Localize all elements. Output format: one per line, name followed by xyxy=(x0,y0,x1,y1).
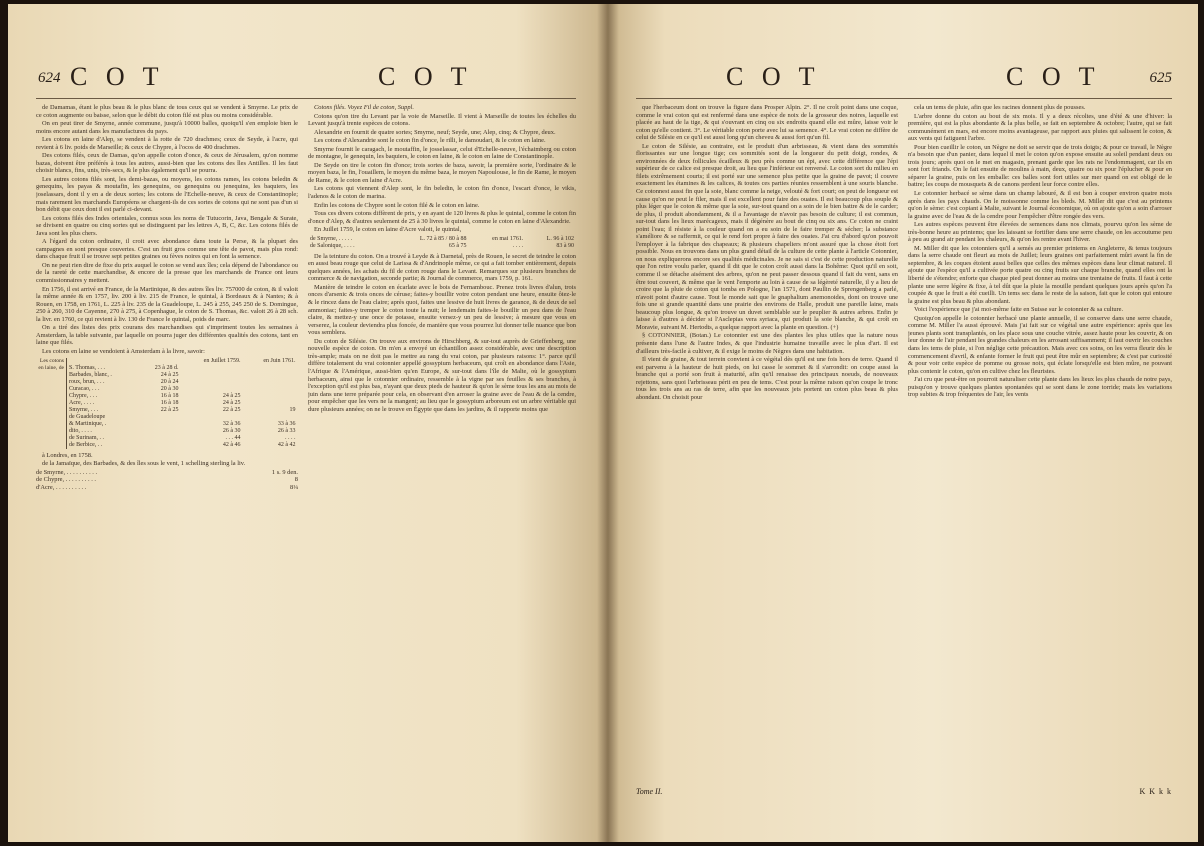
price-list xyxy=(36,469,298,492)
paragraph: Le coton de Silésie, au contraire, est le produit d'un arbrisseau, & vient dans des sommités florissantes sur une longue tige; ces sommités sont de la longueur du petit doigt, rondes, & environnées de deux follicules écailleux & peu près comme un épi, avec cette différence que l'épi supérieur de ce calice est presque droit, au lieu que l'inférieur est renversé. Le coton sort du milieu en filets extrêmement courts; il est porté sur une semence plus petite que la graine de pavot; il couvre exactement les étamines & les calices, & toutes ces parties réunies ressemblent à une souris blanche. Ce cotonnest aussi fin que la soie, blanc comme la neige, velouté & fort court; on peut de longueur est cause qu'on ne peut le filer, mais il est excellent pour faire des ouates. Il est beaucoup plus souple & plus léger que le coton & même que la soie, sur-tout quand on a soin de le bien battre & de le carder; de plus, il produit abondamment, & il a l'avantage de n'avoir pas besoin de culture; il est commun, sur-tout dans les lieux marécageux, mais il dégénère au bout de cinq ou six ans. Ce coton ne craint point l'eau; il résiste à la couleur quand on a eu soin de le faire tremper & sécher; la substance s'améliore & se raffermit, ce qui le rend fort propre à faire des ouates. J'ai cru d'abord qu'on pouvoit l'employer à la fabrique des chapeaux; & plusieurs chapeliers m'ont assuré que la chose étoit fort possible. Nous en trouvons dans un plus grand détail de la culture de cette plante à l'article Cotonnier, on nous expliquerons encore ses qualités médicinales. Je ne sais si c'est de cette production naturelle que l'on retire voulu parler, quand il dit que le coton croît aussi dans la Bohême: Quoi qu'il en soit, comme il se détache aisément des arbres, qu'on ne peut passer dessous quand il fait du vent, sans en être tout couvert, & même que le vent l'emporte au loin à cause de sa légèreté naturelle, il y a lieu de croire que la pluie de coton qui tomba en Pologne, l'an 1571, dont Paullin de Sprengenberg a parlé, n'avoit point d'autre cause. Tout le monde sait que le gnaphalium anemonoides, dont on trouve une fois une si grande quantité dans une prairie des environs de Halle, produit une pareille laine, mais beaucoup plus longue, & qu'on trouve un duvet semblable sur le peuplier & autres arbres. Enfin je laisse à d'autres à décider si l'Asclepias vera syriaca, qui produit la soie blanche, & qui croît en Moravie, suivant M. Hertodts, a quelque rapport avec la plante en question. (+) xyxy=(636,142,898,331)
paragraph: de Damamas, étant le plus beau & le plus blanc de tous ceux qui se vendent à Smyrne. Le prix de ce coton augmente ou baisse, selon que le débit du coton filé est plus ou moins considérable. xyxy=(36,104,298,119)
table-row xyxy=(36,435,298,442)
table-cell: 22 à 25 xyxy=(160,406,179,413)
paragraph: § COTONNIER, (Botan.) Le cotonnier est une des plantes les plus utiles que la nature nous présente dans l'une & l'autre Indes, & que l'industrie humaine travaille avec le plus d'art. Il est d'ailleurs très-facile à cultiver, & il exige le moins de Nègres dans une habitation. xyxy=(636,332,898,355)
header-rule xyxy=(636,98,1172,99)
signature-mark: K K k k xyxy=(1139,787,1172,796)
table-cell xyxy=(180,365,242,372)
table-cell: Chypre, . . . xyxy=(69,392,98,399)
table-cell: 19 xyxy=(289,406,296,413)
right-column-2 xyxy=(908,104,1172,778)
paragraph: Les cotons en laine se vendoient à Amsterdam à la livre, savoir: xyxy=(42,347,205,355)
table-row xyxy=(36,421,298,428)
paragraph: On ne peut rien dire de fixe du prix auquel le coton se vend aux îles; cela dépend de l'abondance ou de la rareté de cette marchandise, & encore de la presse que les marchands de France ont leurs commissionnaires y mettent. xyxy=(36,261,298,285)
table-cell xyxy=(180,386,242,393)
table-row xyxy=(36,379,298,386)
paragraph: cela un tems de pluie, afin que les racines donnent plus de pousses. xyxy=(914,104,1086,111)
paragraph: Il vient de graine, & tout terrein convient à ce végétal dès qu'il est une fois hors de terre. Quand il est parvenu à la hauteur de huit pieds, on lui casse le sommet & il s'arrondit: on coupe aussi la branche qui a porté son fruit à maturité, afin qu'il renaisse des principaux noeuds, de nouveaux rejettons, sans quoi l'arbrisseau périt en peu de tems. C'est pour la même raison qu'on coupe le tronc tous les trois ans au ras de terre, afin que les nouveaux jets portent un coton plus beau & plus abondant. On choisit pour xyxy=(636,356,898,401)
table-row xyxy=(36,386,298,393)
table-cell xyxy=(243,393,298,400)
page-number-left: 624 xyxy=(38,70,61,86)
paragraph: Voici l'expérience que j'ai moi-même faite en Suisse sur le cotonnier & sa culture. xyxy=(914,306,1124,314)
table-cell: 23 à 28 d. xyxy=(154,364,179,371)
paragraph: De Seyde on tire le coton fin d'once; trois sortes de baza, savoir, la première sorte, l'ordinaire & le moyen baza, le fin, l'ouaillem, le moyen du même baza, le moyen Napoulouse, le fin de Rame, le moyen de Rame, & le coton en laine d'Acre. xyxy=(308,161,576,184)
table-cell: 22 à 25 xyxy=(222,406,241,413)
price-label: de Smyrne, . . . . . . . . . . xyxy=(36,468,98,476)
paragraph: à Londres, en 1758. xyxy=(42,451,93,459)
paragraph: Des cotons filés, ceux de Damas, qu'on appelle coton d'once, & ceux de Jérusalem, qu'on nomme bazas, doivent être préférés à tous les autres, aussi-bien que les cotons des îles Antilles. Il les faut choisir blancs, fins, unis, très-secs, & le plus également qu'il se pourra. xyxy=(36,152,298,175)
table-cell xyxy=(180,372,242,379)
table-cell: 65 à 75 xyxy=(448,242,467,249)
paragraph: Les cotons en laine d'Alep, se vendent à la rotte de 720 drachmes; ceux de Seyde, à l'acre, qui revient à 6 liv. poids de Marseille; & ceux de Chypre, à l'ocos de 400 drachmes. xyxy=(36,136,298,151)
left-column-2 xyxy=(308,104,576,778)
table-header-cell: en Juin 1761. xyxy=(263,357,296,364)
table-cell: . . . . xyxy=(285,434,296,441)
table-row xyxy=(36,442,298,449)
paragraph: Les autres cotons filés sont, les demi-bazas, ou moyens, les cotons rames, les cotons beledin & genequins, les payas & moutafin, les genequins, ou genequins ou jenequins, les baquiers, les joselassars, dont il y en a de deux sortes; les cotons de l'Echelle-neuve, & ceux de Constantinople; mais rarement les marchands Européens se chargent-ils de ces sortes de cotons qui ne sont pas d'un si bon débit que ceux dont il est parlé ci-devant. xyxy=(36,175,298,214)
paragraph: Smyrne fournit le caragach, le moutaffin, le josselassar, celui d'Echelle-neuve, l'échaimberg ou coton de montagne, le genequin, les baquiers, le coton en laine, & le coton en laine de Constantinople. xyxy=(308,145,576,161)
table-cell: 32 à 36 xyxy=(222,420,241,427)
table-cell xyxy=(243,379,298,386)
paragraph: On en peut tirer de Smyrne, année commune, jusqu'à 10000 balles, quoiqu'il s'en emploie bien le moins encore autant dans les manufactures du pays. xyxy=(36,120,298,135)
table-cell: & Martinique, . xyxy=(69,420,107,427)
paragraph: Tous ces divers cotons diffèrent de prix, y en ayant de 120 livres & plus le quintal, comme le coton fin d'once d'Alep, & d'autres seulement de 25 à 30 livres le quintal, comme le coton en laine d'Alexandrie. xyxy=(308,210,576,225)
paragraph: On a tiré des listes des prix courans des marchandises qui s'impriment toutes les semaines à Amsterdam, la table suivante, par laquelle on pourra juger des différentes qualités des cotons, tant en laine que filés. xyxy=(36,324,298,347)
table-cell xyxy=(243,372,298,379)
price-label: d'Acre, . . . . . . . . . . xyxy=(36,483,87,491)
table-cell: de Salonique, . . . . xyxy=(310,242,355,249)
table-cell: 33 à 36 xyxy=(277,420,296,427)
paragraph: Les autres espèces peuvent être élevées de semences dans nos climats, pourvu qu'on les sème de très-bonne heure au printems; que les laissant se fortifier dans une serre chaude, on les accoutume peu à peu au grand air pendant les chaleurs, & qu'on les rentre avant l'hiver. xyxy=(908,221,1172,244)
table-row xyxy=(36,428,298,435)
table-cell: 24 à 25 xyxy=(222,399,241,406)
paragraph: Enfin les cotons de Chypre sont le coton filé & le coton en laine. xyxy=(314,201,480,209)
price-label: de Chypre, . . . . . . . . . . xyxy=(36,476,96,484)
table-cell: 20 à 24 xyxy=(160,378,179,385)
table-cell: . . . . xyxy=(512,242,524,249)
table-row xyxy=(36,393,298,400)
table-cell: 26 à 33 xyxy=(277,427,296,434)
table-cell: de Guadeloupe xyxy=(69,413,106,420)
table-cell: Barbades, blanc, . xyxy=(69,371,112,378)
table-cell: de Smyrne, . . . . . xyxy=(310,235,353,242)
paragraph: J'ai cru que peut-être on pourroit naturaliser cette plante dans les lieux les plus chauds de notre pays, puisqu'on y trouve quelques plantes spontanées qui se sont dans le zone torride; mais les variations trop subites & trop fréquentes de l'air, les vents xyxy=(908,376,1172,399)
running-head-right-a: C O T xyxy=(726,62,821,91)
table-row xyxy=(36,365,298,372)
table-header-cell xyxy=(138,358,180,365)
header-rule xyxy=(36,98,576,99)
paragraph: Cotons filés. Voyez Fil de coton, Suppl. xyxy=(314,104,414,111)
paragraph: que l'herbaceum dont on trouve la figure dans Prosper Alpin. 2°. Il ne croît point dans une coque, comme le vrai coton qui est renfermé dans une espèce de noix de la grosseur des noires, laquelle est placée au haut de la tige, & qui s'ouvrant en cinq ou six endroits quand elle est mûre, laisse voir le coton qu'elle contient. 3°. Le véritable coton porte avec lui sa semence. 4°. Le vrai coton ne diffère de celui de Silésie en ce qu'il est aussi long qu'un cheveu & aussi fort qu'un fil. xyxy=(636,104,898,142)
running-head-left-b: C O T xyxy=(378,62,473,91)
price-value: 8 xyxy=(294,476,298,484)
paragraph: Les cotons qui viennent d'Alep sont, le fin beledin, le coton fin d'once, l'escart d'once, le vikis, l'adenos & le coton de marina. xyxy=(308,185,576,201)
table-cell xyxy=(243,365,298,372)
book-gutter xyxy=(597,4,619,842)
table-cell: en mai 1761. xyxy=(492,235,524,242)
table-cell xyxy=(138,414,180,421)
table-cell: Smyrne, . . . xyxy=(69,406,99,413)
table-cell: 16 à 18 xyxy=(160,399,179,406)
table-cell: Acre, . . . . xyxy=(69,399,95,406)
table-cell xyxy=(243,386,298,393)
paragraph: De la teinture du coton. On a trouvé à Leyde & à Darnetal, près de Rouen, le secret de teindre le coton en aussi beau rouge que celui de Larissa & d'Andrinople même, ce qui a fait tomber entièrement, depuis quelques années, les achats du fil de coton rouge dans le Levant. Remarques sur plusieurs branches de commerce & de navigation, seconde partie; & Journal de commerce, mars 1759, p. 161. xyxy=(308,252,576,283)
table-cell: de Surinam, . . xyxy=(69,434,104,441)
paragraph: Les cotons filés des Indes orientales, connus sous les noms de Tutucorin, Java, Bengale & Surate, se divisent en quatre ou cinq sortes qui se distinguent par les lettres A, B, C, &c. Les cotons filés de Java sont les plus chers. xyxy=(36,214,298,237)
table-header-row xyxy=(36,358,298,365)
table-cell: 20 à 30 xyxy=(160,385,179,392)
table-cell: 42 à 46 xyxy=(222,441,241,448)
table-cell xyxy=(180,379,242,386)
table-cell: 16 à 18 xyxy=(160,392,179,399)
table-cell: 26 à 30 xyxy=(222,427,241,434)
price-table xyxy=(36,358,298,449)
paragraph: Cotons qu'on tire du Levant par la voie de Marseille. Il vient à Marseille de toutes les échelles du Levant jusqu'à trente espèces de cotons. xyxy=(308,112,576,128)
table-cell: 83 à 90 xyxy=(556,242,574,249)
table-bracket-label: Les cotons en laine, de xyxy=(36,358,67,449)
table-cell: L. 72 à 85 / 80 à 88 xyxy=(419,235,467,242)
table-cell: L. 96 à 102 xyxy=(546,235,574,242)
paragraph: L'arbre donne du coton au bout de six mois. Il y a deux récoltes, une d'été & une d'hiver: la première, qui est la plus abondante & la plus belle, se fait en septembre & octobre; l'autre, qui se fait communément en mars, est encore moins avantageuse, par rapport aux pluies qui salissent le coton, & aux vents qui fatiguent l'arbre. xyxy=(908,112,1172,143)
price-value: 1 s. 9 den. xyxy=(271,468,298,476)
table-row xyxy=(308,236,576,243)
table-cell xyxy=(138,428,180,435)
running-head-right-b: C O T xyxy=(1006,62,1101,91)
book-spread xyxy=(8,4,1198,842)
table-header-cell xyxy=(67,358,139,365)
running-head-left-a: C O T xyxy=(70,62,165,91)
table-cell xyxy=(138,442,180,449)
price-list-item xyxy=(36,476,298,484)
table-cell xyxy=(138,421,180,428)
table-cell xyxy=(180,414,242,421)
table-row xyxy=(308,243,576,250)
table-cell: Curacao, . . . xyxy=(69,385,100,392)
price-list-item xyxy=(36,469,298,477)
price-value: 8¼ xyxy=(290,483,298,491)
table-header-cell: en Juillet 1759. xyxy=(203,357,241,364)
left-page xyxy=(8,4,606,842)
paragraph: M. Miller dit que les cotonniers qu'il a semés au premier printems en Angleterre, & tenus toujours dans la serre chaude ont fleuri au mois de Juillet; leurs graines ont parfaitement mûri avant la fin de septembre, & les coques étoient aussi belles que celles des mêmes espèces dans leur climat naturel. Il ajoute que l'espèce qu'il a cultivée porte quatre ou cinq fruits sur chaque branche, quand elles ont la liberté de s'étendre; enforte que chaque pied peut donner au moins une trentaine de fruits. Il faut à cette plante une serre légère & fixe, à tel dût que la pluie la mouille pendant quelques jours après qu'on l'a coupée & que le fruit a été cueilli. Un tems sec dans le reste de la saison, fait que le coton qui entoure la graine est plus beau & plus abondant. xyxy=(908,244,1172,305)
paragraph: Le cotonnier herbacé se sème dans un champ labouré, & il est bon à couper environ quatre mois après dans les pays chauds. On le moissonne comme les bleds. M. Miller dit que c'est au printems qu'on le sème: c'est copiant à Malte, suivant le Journal économique, où on ajoute qu'on a soin d'arroser la graine avec de l'eau & de la cendre pour l'empêcher d'être rongée des vers. xyxy=(908,190,1172,220)
paragraph: En 1756, il est arrivé en France, de la Martinique, & des autres îles liv. 757000 de coton, & il valoit la même année & en 1757, liv. 200 à liv. 215 de France, le quintal, à Bordeaux & à Nantes; & à Rouen, en 1758, en 1761, L. 225 à liv. 235 de la Guadeloupe, L. 245 à 255, 245 250 de S. Domingue, 250 à 260, 310 de Cayenne, 270 à 275, à Copenhague, le coton de S. Thomas, &c. valoit 26 à 28 sch. la livr. en 1760, ce qui revient à liv. 130 de France le quintal, poids de marc. xyxy=(36,285,298,323)
table-cell: de Berbice, . . xyxy=(69,441,103,448)
paragraph: Manière de teindre le coton en écarlate avec le bois de Fernambouc. Prenez trois livres d'alun, trois onces d'arsenic & trois onces de céruse; faites-y bouillir votre coton pendant une heure, ensuite ôtez-le & le rincez dans de l'eau claire; après quoi, faites une lessive de huit livres de garance, & de deux de sel ammoniac; faites-y tremper le coton toute la nuit; le lendemain faites-le bouillir un peu dans de l'eau claire, & mettez-y une once de potasse, ensuite versez-y un peu de lessive; à mesure que vous en verserez, la couleur deviendra plus foncée, de manière que vous pourrez lui donner telle nuance que bon vous semblera. xyxy=(308,283,576,337)
table-cell xyxy=(138,435,180,442)
table-row xyxy=(36,372,298,379)
table-row xyxy=(36,400,298,407)
paragraph: En Juillet 1759, le coton en laine d'Acre valoit, le quintal, xyxy=(314,226,462,234)
table-cell xyxy=(243,400,298,407)
paragraph: Quoiqu'on appelle le cotonnier herbacé une plante annuelle, il se conserve dans une serre chaude, comme M. Miller l'a aussi éprouvé. Mais j'ai fait sur ce végétal une autre expérience: après que les jeunes plants sont transplantés, on les place sous une couche vitrée, assez haute pour les couvrir, & on leur donne de l'air pendant les grandes chaleurs en les arrosant suffisamment; il faut ouvrir les couches dans les tems de pluie, si l'on néglige cette précaution. Mais avec ces soins, on les verra fleurir dès le commencement d'avril, & enfante former le fruit qui peut être mûr en septembre; & c'est par curiosité & pour voir cette espèce de pomme ou grosse noix, qui éclate lorsqu'elle est bien mûre, ne pouvant plus contenir le coton, qu'on en cultive chez les fleuristes. xyxy=(908,314,1172,375)
mini-price-table xyxy=(308,236,576,250)
paragraph: Pour bien cueillir le coton, un Nègre ne doit se servir que de trois doigts; & pour ce travail, le Nègre n'a besoin que d'un panier, dans lequel il met le coton qu'on expose ensuite au soleil pendant deux ou trois jours; après quoi on le met en magasin, prenant garde que les rats ne l'endommagent, car ils en sont fort friands. On le fait ensuite de moulins à main, deux, quatre ou six pour l'éplucher & pour en séparer la graine, puis on les emballe: ces balles sont fort utiles sur mer quand on est obligé de le battre; les coups de mousquets & de canons perdent leur force contre elles. xyxy=(908,143,1172,189)
table-cell: 24 à 25 xyxy=(160,371,179,378)
table-cell: 42 à 42 xyxy=(277,441,296,448)
paragraph: Les cotons d'Alexandrie sont le coton fin d'once, le rilli, le damoudari, & le coton en laine. xyxy=(314,137,546,145)
page-number-right: 625 xyxy=(1149,70,1172,86)
volume-label: Tome II. xyxy=(636,787,663,796)
table-cell: 24 à 25 xyxy=(222,392,241,399)
right-column-1 xyxy=(636,104,898,778)
table-row xyxy=(36,407,298,414)
paragraph: de la Jamaïque, des Barbades, & des îles sous le vent, 1 schelling sterling la liv. xyxy=(42,460,246,468)
paragraph: Du coton de Silésie. On trouve aux environs de Hirschberg, & sur-tout auprès de Grieffenberg, une nouvelle espèce de coton. On m'en a envoyé un échantillon assez considérable, avec une description très-ample; mais on ne doit pas le mettre au rang du vrai coton, par plusieurs raisons: 1°. parce qu'il diffère totalement du vrai cotonnier appellé gossypium herbaceum, qui croît en abondance dans l'Asie, l'Afrique & l'Amérique, aussi-bien qu'en Europe, & sur-tout dans l'île de Malte, où le gossypium herbaceum, ainsi que le cotonnier ordinaire, ressemble à la vigne par ses feuilles & ses branches, à l'exception qu'il est plus bas, n'ayant que deux pieds de hauteur & qu'on le sème tous les ans au mois de juin dans une terre préparée pour cela, en observant d'en arroser la graine avec de l'eau & de la cendre, pour empêcher que les vers ne la mangent; au lieu que le gossypium arboreum est un arbre véritable qui dure plusieurs années; on ne le trouve en Égypte que dans les jardins, & il rapporte moins que xyxy=(308,337,576,413)
table-cell xyxy=(243,414,298,421)
table-cell: dito, . . . . xyxy=(69,427,92,434)
table-cell: roux, brun, . . . xyxy=(69,378,105,385)
left-column-1 xyxy=(36,104,298,778)
right-page xyxy=(606,4,1198,842)
price-list-item xyxy=(36,484,298,492)
table-row xyxy=(36,414,298,421)
table-cell: . . . 44 xyxy=(225,434,241,441)
table-cell: S. Thomas, . . . xyxy=(69,364,106,371)
paragraph: A l'égard du coton ordinaire, il croit avec abondance dans toute la Perse, & la plupart des campagnes en sont presque couvertes. C'est un fruit gros comme une tête de pavot, mais plus rond: dans chaque fruit il se trouve sept petites graines ou fèves noires qui en font la semence. xyxy=(36,238,298,261)
paragraph: Alexandrie en fournit de quatre sortes; Smyrne, neuf; Seyde, une; Alep, cinq; & Chypre, deux. xyxy=(314,128,556,136)
